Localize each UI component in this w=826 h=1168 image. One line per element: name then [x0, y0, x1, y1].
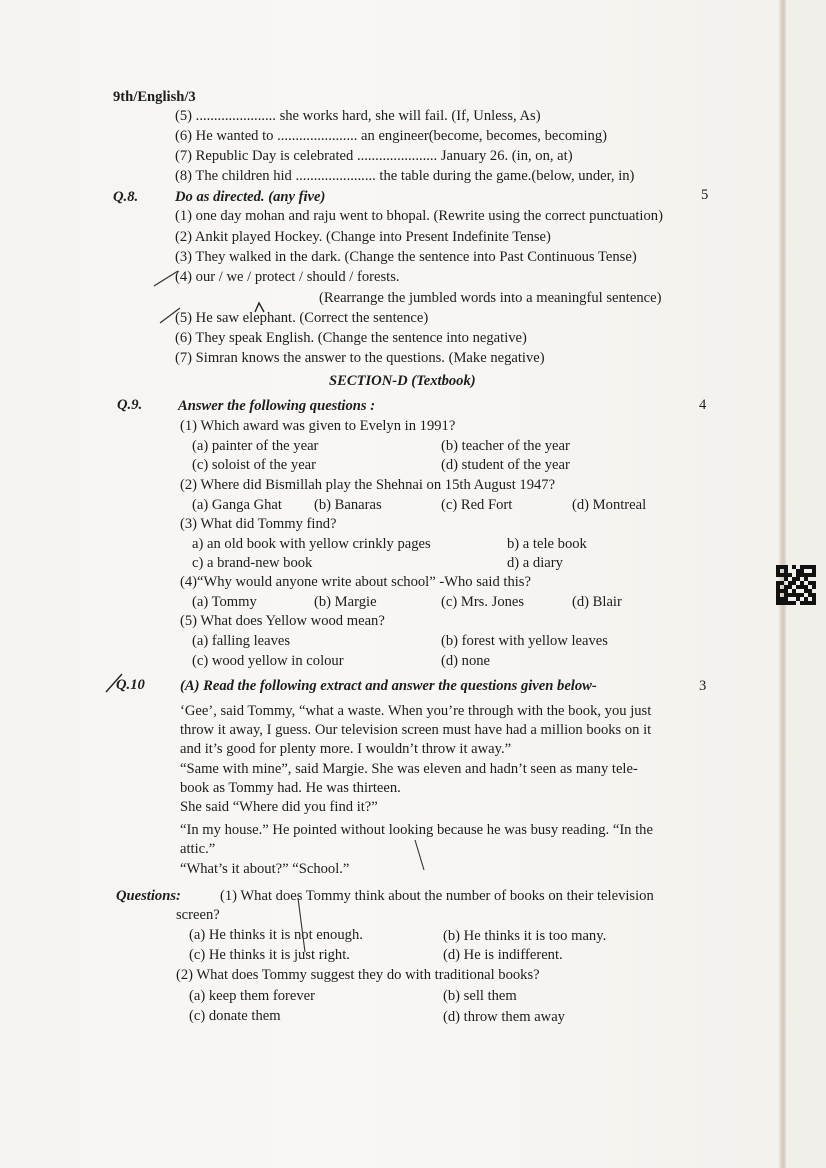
q8-marks: 5 [701, 187, 709, 203]
q8-title: Do as directed. (any five) [175, 189, 326, 205]
q8-item-4: (4) our / we / protect / should / forests. [175, 269, 400, 285]
page-code: 9th/English/3 [113, 89, 196, 105]
q9-4-option-d: (d) Blair [572, 594, 622, 610]
q9-3-question: (3) What did Tommy find? [180, 516, 337, 532]
passage-line-4: “Same with mine”, said Margie. She was eleven and hadn’t seen as many tele- [180, 761, 638, 777]
q9-4-option-b: (b) Margie [314, 594, 377, 610]
q9-1-option-c: (c) soloist of the year [192, 457, 317, 473]
q9-3-option-d: d) a diary [507, 555, 563, 571]
q8-number: Q.8. [113, 189, 139, 205]
q9-1-option-d: (d) student of the year [441, 457, 570, 473]
passage-line-9: “What’s it about?” “School.” [180, 861, 350, 877]
q9-2-option-b: (b) Banaras [314, 497, 382, 513]
q10-marks: 3 [699, 678, 707, 694]
q10-number: Q.10 [116, 677, 145, 693]
q9-1-option-b: (b) teacher of the year [441, 438, 570, 454]
q9-3-option-a: a) an old book with yellow crinkly pages [192, 536, 431, 552]
q9-2-option-c: (c) Red Fort [441, 497, 513, 513]
q10-1-option-a: (a) He thinks it is not enough. [189, 927, 363, 943]
qr-code [776, 565, 816, 605]
passage-line-3: and it’s good for plenty more. I wouldn’t throw it away.” [180, 741, 512, 757]
pen-tick-mark [152, 268, 182, 290]
q9-4-option-c: (c) Mrs. Jones [441, 594, 525, 610]
q9-4-option-a: (a) Tommy [192, 594, 257, 610]
pen-tick-mark [158, 305, 184, 327]
q10-1-option-b: (b) He thinks it is too many. [443, 928, 607, 944]
passage-line-1: ‘Gee’, said Tommy, “what a waste. When you’re through with the book, you just [180, 703, 652, 719]
q9-5-option-c: (c) wood yellow in colour [192, 653, 344, 669]
prep-item-7: (7) Republic Day is celebrated ...................... January 26. (in, on, at) [175, 148, 573, 164]
section-d-heading: SECTION-D (Textbook) [329, 373, 476, 389]
q8-item-6: (6) They speak English. (Change the sentence into negative) [175, 330, 527, 346]
q8-item-1: (1) one day mohan and raju went to bhopal. (Rewrite using the correct punctuation) [175, 208, 663, 224]
q10-2-option-a: (a) keep them forever [189, 988, 315, 1004]
q9-2-option-a: (a) Ganga Ghat [192, 497, 282, 513]
passage-line-7: “In my house.” He pointed without looking because he was busy reading. “In the [180, 822, 653, 838]
q9-number: Q.9. [117, 397, 143, 413]
q10-1-option-c: (c) He thinks it is just right. [189, 947, 350, 963]
q9-3-option-c: c) a brand-new book [192, 555, 313, 571]
q9-2-question: (2) Where did Bismillah play the Shehnai on 15th August 1947? [180, 477, 556, 493]
passage-line-8: attic.” [180, 841, 216, 857]
q8-item-7: (7) Simran knows the answer to the questions. (Make negative) [175, 350, 545, 366]
q9-3-option-b: b) a tele book [507, 536, 587, 552]
pen-stroke-mark [294, 896, 310, 956]
q10-2-option-d: (d) throw them away [443, 1009, 565, 1025]
passage-line-6: She said “Where did you find it?” [180, 799, 378, 815]
q9-1-option-a: (a) painter of the year [192, 438, 319, 454]
q8-item-3: (3) They walked in the dark. (Change the sentence into Past Continuous Tense) [175, 249, 637, 265]
q10-2-option-c: (c) donate them [189, 1008, 281, 1024]
q10-title: (A) Read the following extract and answer the questions given below- [180, 678, 597, 694]
q9-5-question: (5) What does Yellow wood mean? [180, 613, 385, 629]
questions-label: Questions: [116, 888, 181, 904]
q9-2-option-d: (d) Montreal [572, 497, 647, 513]
q9-marks: 4 [699, 397, 707, 413]
q10-1-question-cont: screen? [176, 907, 220, 923]
q8-item-4-instruction: (Rearrange the jumbled words into a meaningful sentence) [319, 290, 662, 306]
passage-line-2: throw it away, I guess. Our television screen must have had a million books on it [180, 722, 652, 738]
q9-5-option-a: (a) falling leaves [192, 633, 291, 649]
q8-item-2: (2) Ankit played Hockey. (Change into Present Indefinite Tense) [175, 229, 551, 245]
q9-5-option-b: (b) forest with yellow leaves [441, 633, 608, 649]
q10-1-question: (1) What does Tommy think about the number of books on their television [220, 888, 654, 904]
q10-2-question: (2) What does Tommy suggest they do with traditional books? [176, 967, 540, 983]
q9-1-question: (1) Which award was given to Evelyn in 1991? [180, 418, 456, 434]
prep-item-6: (6) He wanted to ...................... an engineer(become, becomes, becoming) [175, 128, 607, 144]
passage-line-5: book as Tommy had. He was thirteen. [180, 780, 401, 796]
q10-2-option-b: (b) sell them [443, 988, 517, 1004]
pen-caret-mark [252, 300, 268, 314]
q8-item-5: (5) He saw elephant. (Correct the sentence) [175, 310, 429, 326]
prep-item-8: (8) The children hid ...................... the table during the game.(below, under, in) [175, 168, 635, 184]
prep-item-5: (5) ...................... she works hard, she will fail. (If, Unless, As) [175, 108, 541, 124]
q9-title: Answer the following questions : [178, 398, 376, 414]
q10-1-option-d: (d) He is indifferent. [443, 947, 563, 963]
pen-stroke-mark [412, 838, 428, 874]
q9-4-question: (4)“Why would anyone write about school” -Who said this? [180, 574, 531, 590]
q9-5-option-d: (d) none [441, 653, 491, 669]
